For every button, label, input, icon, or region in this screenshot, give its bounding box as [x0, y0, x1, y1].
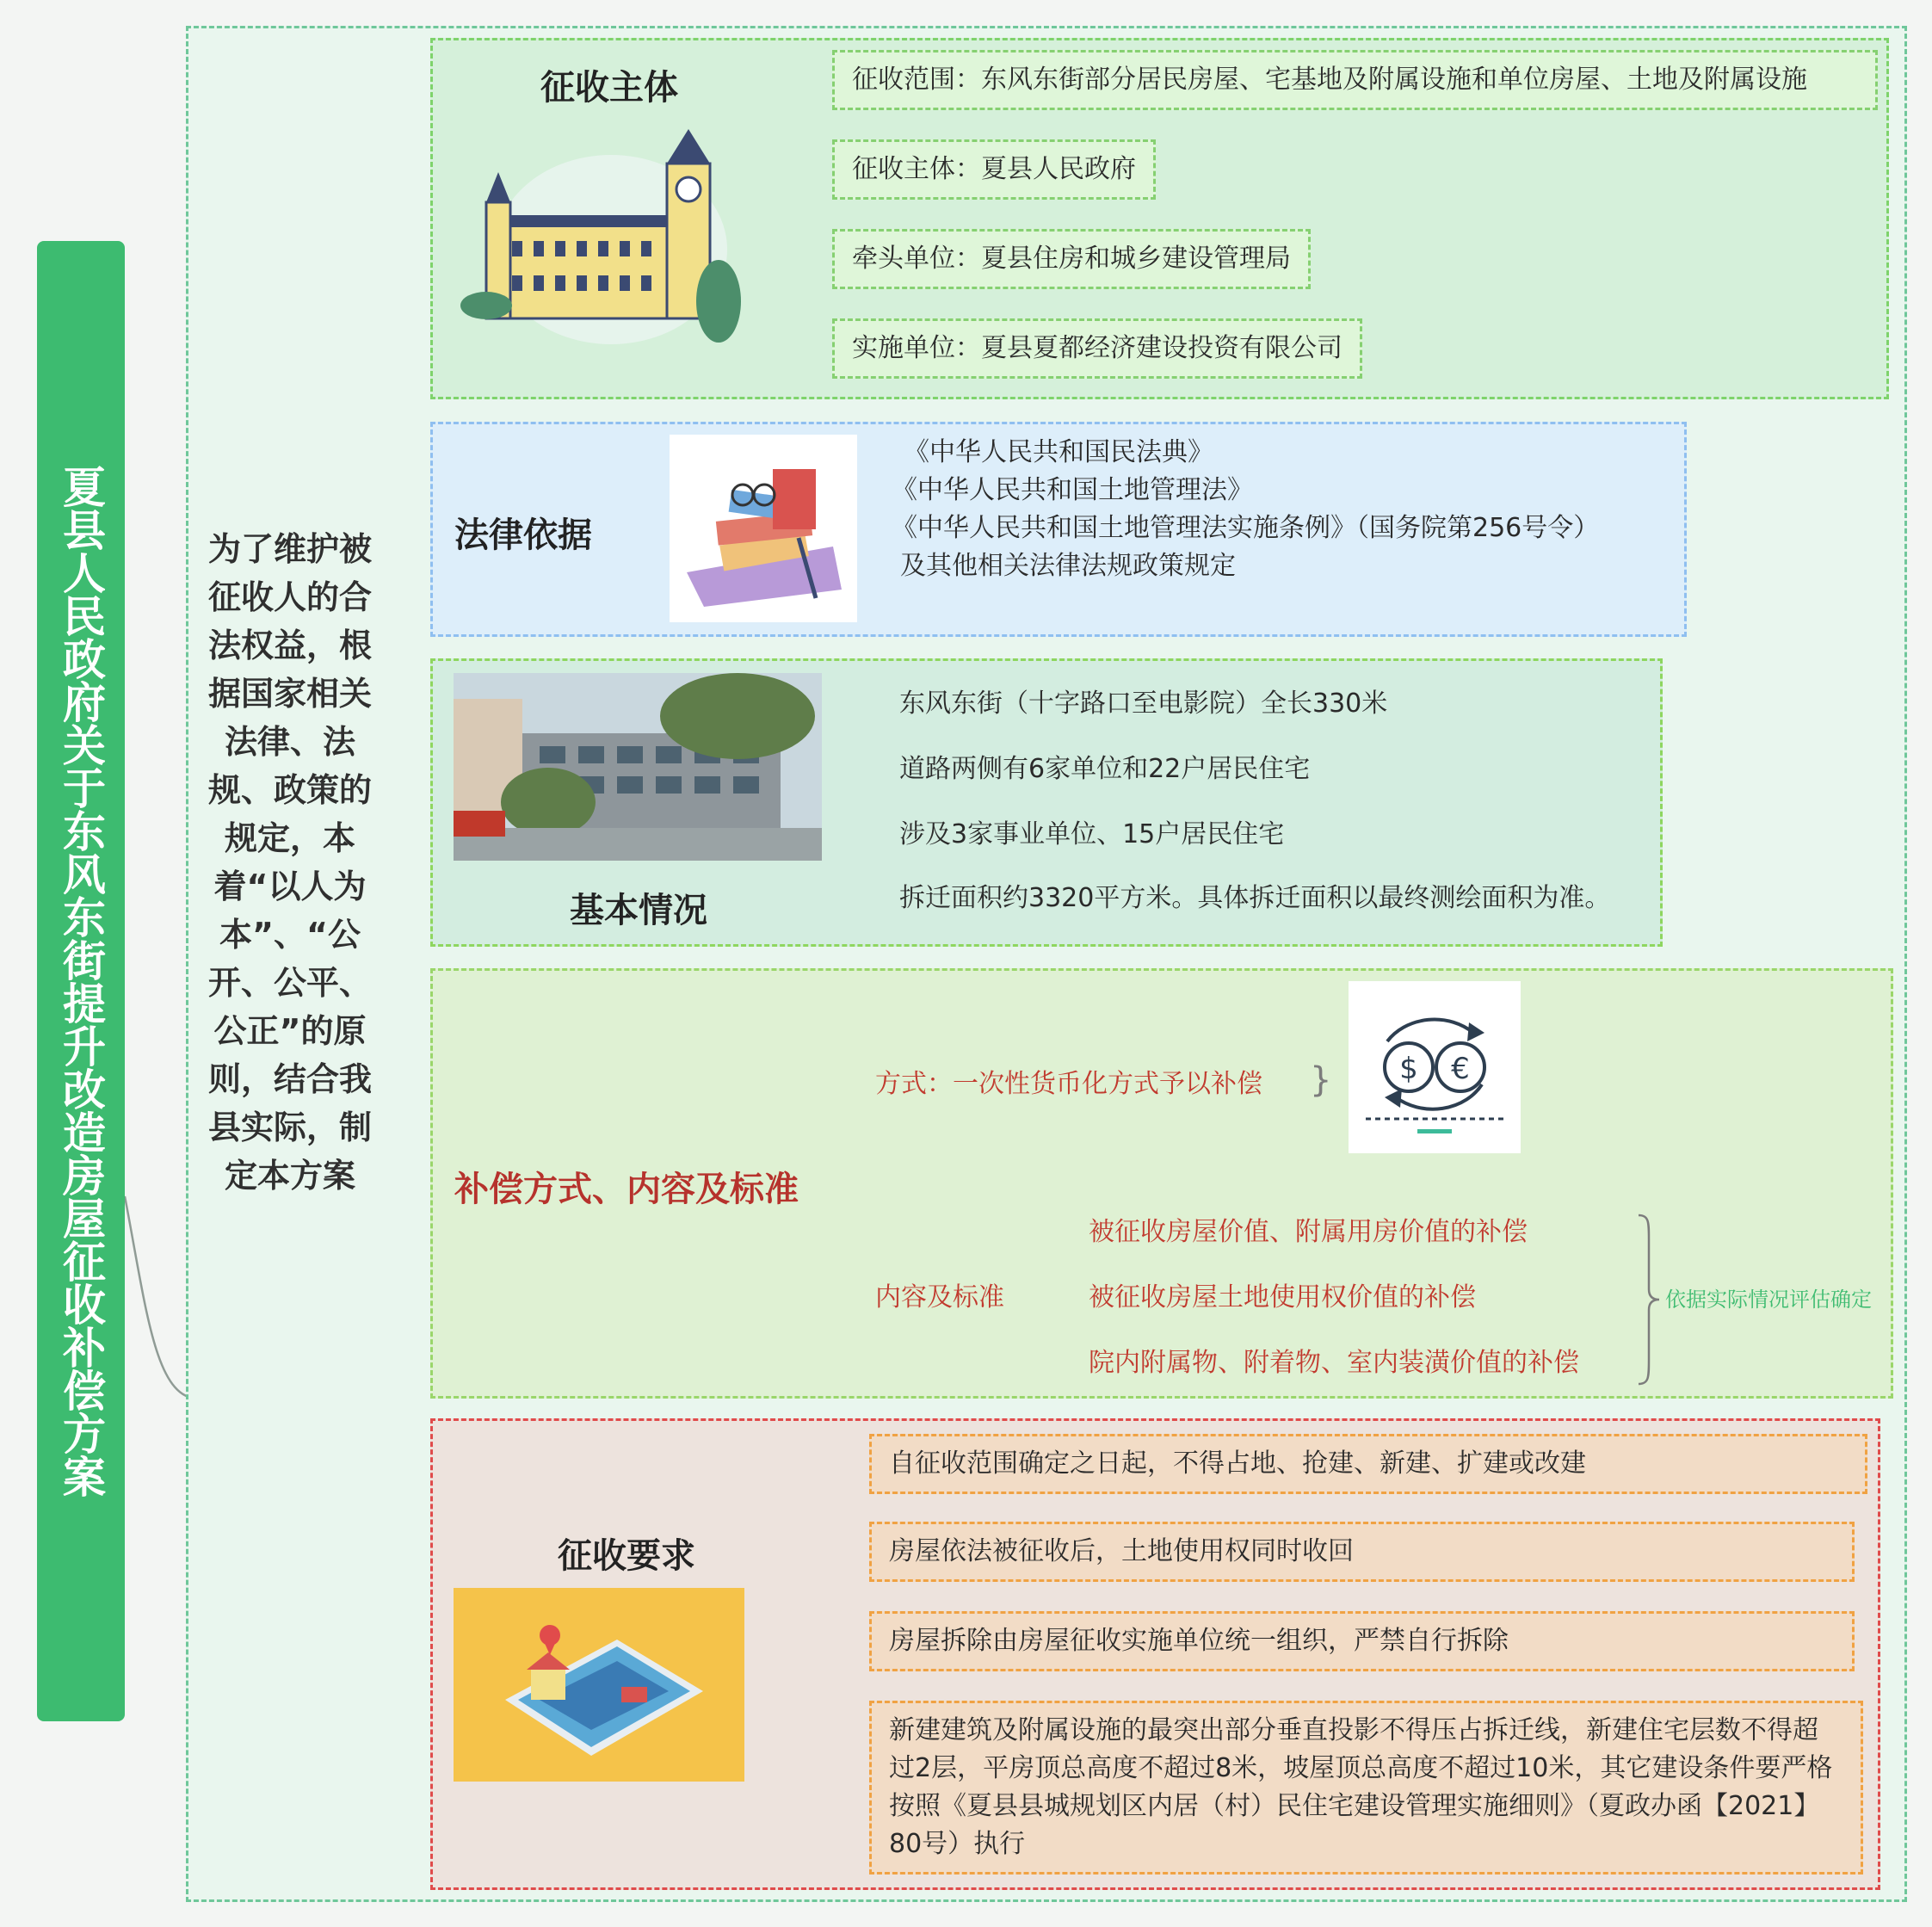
- main-title: 夏县人民政府关于东风东街提升改造房屋征收补偿方案: [37, 241, 125, 1721]
- subject-item: 征收主体：夏县人民政府: [832, 139, 1156, 200]
- req-item: 房屋依法被征收后，土地使用权同时收回: [869, 1522, 1855, 1582]
- heading-requirements: 征收要求: [558, 1536, 695, 1576]
- svg-text:€: €: [1451, 1052, 1470, 1086]
- req-item: 自征收范围确定之日起，不得占地、抢建、新建、扩建或改建: [869, 1434, 1867, 1494]
- basic-item: 拆迁面积约3320平方米。具体拆迁面积以最终测绘面积为准。: [899, 883, 1611, 913]
- subject-item: 实施单位：夏县夏都经济建设投资有限公司: [832, 318, 1362, 379]
- intro-text: 为了维护被征收人的合法权益，根据国家相关法律、法规、政策的规定，本着“以人为本”、“公开、公平、公正”的原则，结合我县实际，制定本方案: [207, 530, 372, 1195]
- books-illustration: [670, 435, 857, 622]
- heading-compensation: 补偿方式、内容及标准: [454, 1170, 799, 1209]
- subject-item: 牵头单位：夏县住房和城乡建设管理局: [832, 229, 1311, 289]
- legal-item: 及其他相关法律法规政策规定: [900, 551, 1236, 581]
- city-map-illustration: [454, 1588, 744, 1782]
- comp-content-item: 院内附属物、附着物、室内装潢价值的补偿: [1089, 1348, 1579, 1378]
- basic-item: 道路两侧有6家单位和22户居民住宅: [899, 754, 1311, 784]
- legal-item: 《中华人民共和国土地管理法》: [892, 475, 1253, 505]
- brace-method: }: [1310, 1060, 1332, 1100]
- currency-exchange-icon: [1349, 981, 1521, 1153]
- comp-method: 方式：一次性货币化方式予以补偿: [875, 1069, 1262, 1099]
- basic-item: 涉及3家事业单位、15户居民住宅: [899, 819, 1285, 849]
- svg-text:$: $: [1399, 1052, 1418, 1086]
- comp-note: 依据实际情况评估确定: [1665, 1288, 1872, 1312]
- legal-item: 《中华人民共和国民法典》: [904, 437, 1213, 467]
- heading-subject: 征收主体: [540, 68, 678, 108]
- heading-legal: 法律依据: [454, 516, 592, 555]
- heading-basic: 基本情况: [570, 891, 707, 930]
- basic-item: 东风东街（十字路口至电影院）全长330米: [899, 689, 1388, 719]
- comp-content-item: 被征收房屋价值、附属用房价值的补偿: [1089, 1217, 1528, 1247]
- legal-item: 《中华人民共和国土地管理法实施条例》（国务院第256号令）: [892, 513, 1600, 543]
- req-item: 房屋拆除由房屋征收实施单位统一组织，严禁自行拆除: [869, 1611, 1855, 1671]
- comp-content-label: 内容及标准: [875, 1282, 1004, 1312]
- castle-illustration: [452, 120, 770, 353]
- brace-content: [1635, 1214, 1661, 1386]
- comp-content-item: 被征收房屋土地使用权价值的补偿: [1089, 1282, 1476, 1312]
- street-photo: [454, 673, 822, 861]
- req-item: 新建建筑及附属设施的最突出部分垂直投影不得压占拆迁线，新建住宅层数不得超过2层，平房顶总高度不超过8米，坡屋顶总高度不超过10米，其它建设条件要严格按照《夏县县城规划区内居（村）民住宅建设管理实施细则》（夏政办函【2021】80号）执行: [869, 1701, 1863, 1875]
- subject-item: 征收范围：东风东街部分居民房屋、宅基地及附属设施和单位房屋、土地及附属设施: [832, 50, 1878, 110]
